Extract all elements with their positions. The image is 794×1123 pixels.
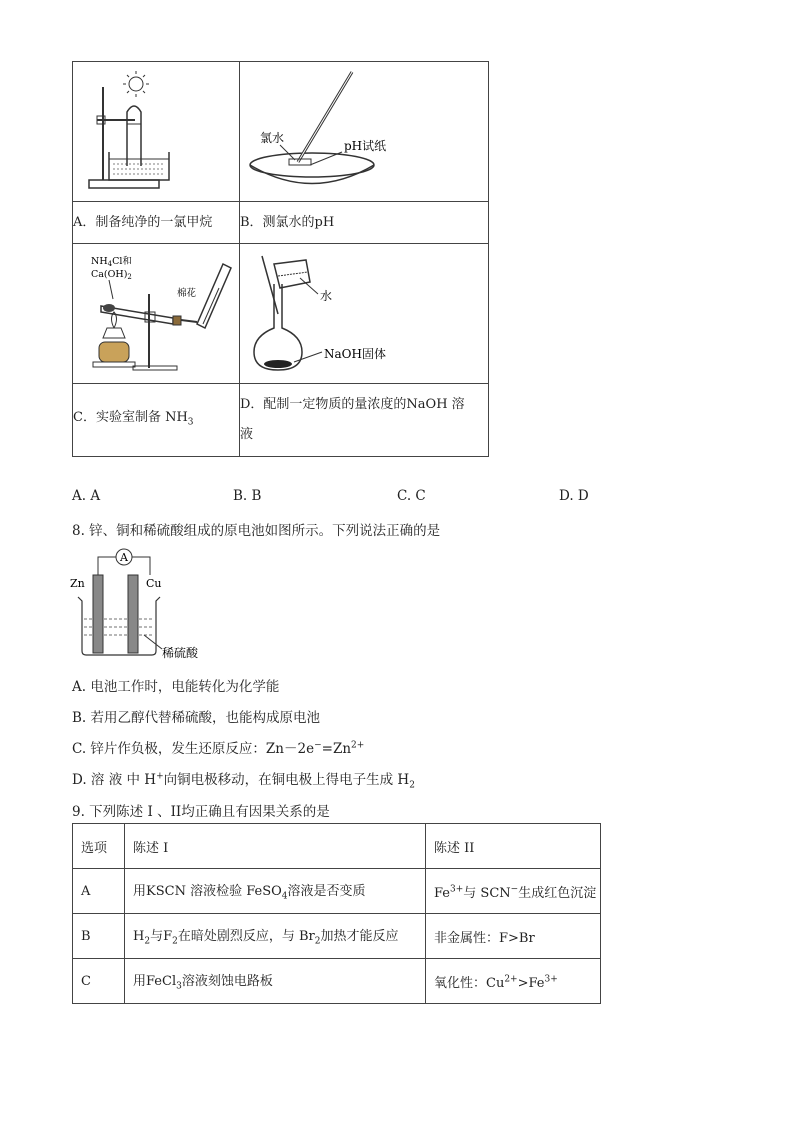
q9-header-row xyxy=(73,824,601,869)
caption-d: D．配制一定物质的量浓度的NaOH 溶 液 xyxy=(240,384,489,457)
caption-b: B．测氯水的pH xyxy=(240,202,489,244)
q8-option-c[interactable]: C. 锌片作负极，发生还原反应：$Zn-2e^-=Zn^{2+}$ xyxy=(72,740,365,757)
label-cotton: 棉花 xyxy=(177,288,197,299)
fig-a-cell xyxy=(73,62,240,202)
q9-row-c xyxy=(73,959,601,1004)
q8-option-a[interactable]: A. 电池工作时，电能转化为化学能 xyxy=(72,679,280,695)
q9-row-statement-1: 用FeCl$_3$溶液刻蚀电路板 xyxy=(125,959,426,1004)
fig-b-ph-apparatus xyxy=(240,62,488,197)
q9-row-statement-2: 氧化性：$Cu^{2+}>Fe^{3+}$ xyxy=(426,959,601,1004)
q9-row-option: B xyxy=(73,914,125,959)
fig-c-ammonia-apparatus xyxy=(73,244,239,379)
q7-apparatus-table xyxy=(72,61,489,457)
label-water: 水 xyxy=(320,289,333,303)
label-dilute-acid: 稀硫酸 xyxy=(162,646,199,660)
label-cu: Cu xyxy=(146,577,162,590)
q8-option-d[interactable]: D. 溶 液 中 H+向铜电极移动，在铜电极上得电子生成 $H_2$ xyxy=(72,771,415,791)
q7-option-b[interactable]: B. B xyxy=(233,488,262,504)
q9-row-statement-1: $H_2$与$F_2$在暗处剧烈反应，与 $Br_2$加热才能反应 xyxy=(125,914,426,959)
q9-header-option: 选项 xyxy=(73,824,125,869)
fig-d-cell xyxy=(240,244,489,384)
q9-header-statement-2: 陈述 II xyxy=(426,824,601,869)
label-reagent-2: $Ca(OH)_2$ xyxy=(91,269,132,281)
q9-row-statement-2: $Fe^{3+}$与 SCN−生成红色沉淀 xyxy=(426,869,601,914)
q7-option-d[interactable]: D. D xyxy=(559,488,589,504)
label-naoh-solid: NaOH固体 xyxy=(324,347,386,361)
q7-option-a[interactable]: A. A xyxy=(72,488,101,504)
label-zn: Zn xyxy=(70,577,85,590)
q9-row-b xyxy=(73,914,601,959)
q9-row-option: A xyxy=(73,869,125,914)
caption-a: A．制备纯净的一氯甲烷 xyxy=(73,202,240,244)
q9-stem: 9. 下列陈述 I 、II均正确且有因果关系的是 xyxy=(72,804,330,820)
q8-option-b[interactable]: B. 若用乙醇代替稀硫酸，也能构成原电池 xyxy=(72,710,321,726)
q9-table xyxy=(72,823,601,1004)
fig-a-chloromethane-apparatus xyxy=(73,62,239,197)
q8-cell-diagram xyxy=(68,545,218,665)
q9-row-statement-1: 用KSCN 溶液检验 FeSO$_4$溶液是否变质 xyxy=(125,869,426,914)
fig-d-flask-apparatus xyxy=(240,244,488,379)
fig-c-cell xyxy=(73,244,240,384)
q8-stem: 8. 锌、铜和稀硫酸组成的原电池如图所示。下列说法正确的是 xyxy=(72,523,441,539)
q9-row-a xyxy=(73,869,601,914)
q9-row-option: C xyxy=(73,959,125,1004)
q7-option-c[interactable]: C. C xyxy=(397,488,426,504)
caption-c: C．实验室制备 $NH_3$ xyxy=(73,384,240,457)
label-chlorine-water: 氯水 xyxy=(260,131,285,145)
fig-b-cell xyxy=(240,62,489,202)
label-reagent-1: $NH_4Cl$和 xyxy=(91,256,132,268)
label-ammeter: A xyxy=(120,551,128,564)
q9-row-statement-2: 非金属性：F>Br xyxy=(426,914,601,959)
label-ph-paper: pH试纸 xyxy=(344,139,387,153)
q9-header-statement-1: 陈述 I xyxy=(125,824,426,869)
